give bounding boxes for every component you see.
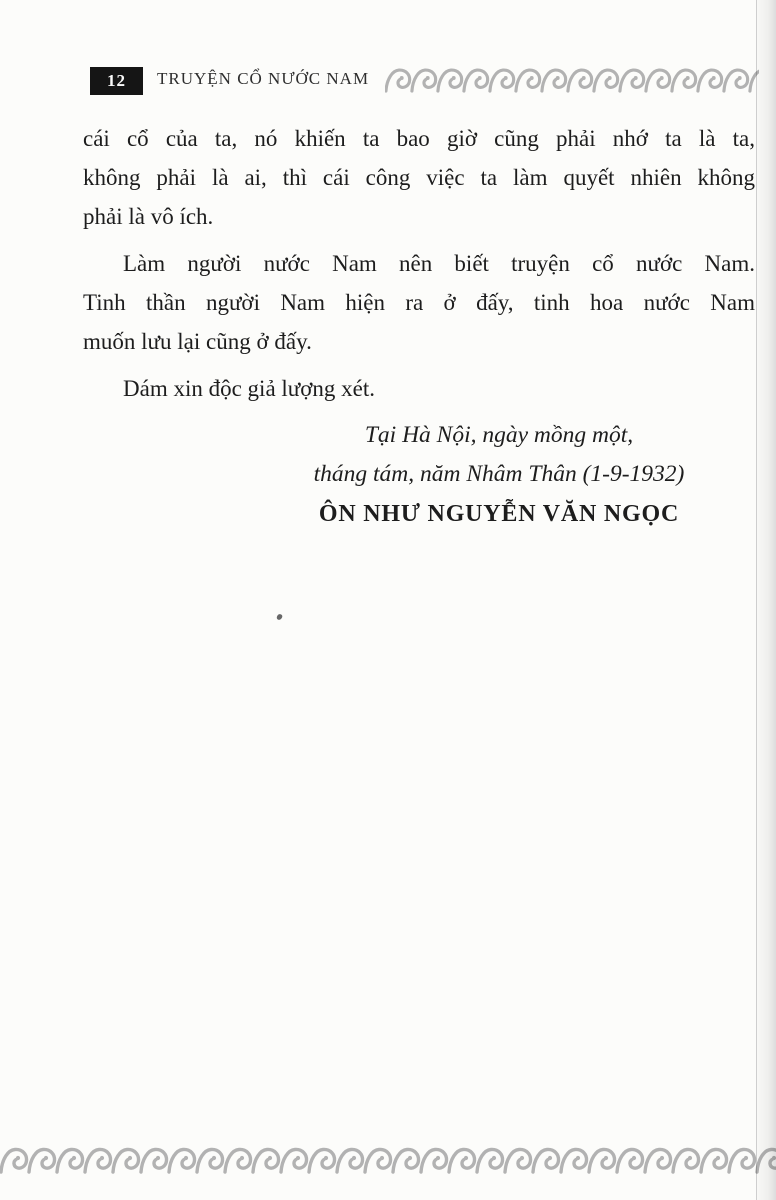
page-header [0,62,776,102]
text-line: Tinh thần người Nam hiện ra ở đấy, tinh hoa nước Nam [83,290,755,315]
paragraph-3 [83,369,755,408]
page-edge-shadow [756,0,776,1200]
page-number-badge [90,67,143,95]
dateline-block [243,416,755,534]
dateline-line-1: Tại Hà Nội, ngày mồng một, [364,422,634,448]
text-line: phải là vô ích. [83,204,214,229]
paragraph-2 [83,244,755,361]
page-content [83,119,755,534]
header-scroll-ornament-icon [385,62,759,100]
text-line: Dám xin độc giả lượng xét. [123,376,376,401]
paragraph-1 [83,119,755,236]
scan-speck [276,613,283,621]
dateline-line-2: tháng tám, năm Nhâm Thân (1-9-1932) [313,461,685,487]
page-number: 12 [107,71,126,90]
text-line: cái cổ của ta, nó khiến ta bao giờ cũng phải nhớ ta là ta, [83,126,755,151]
text-line: Làm người nước Nam nên biết truyện cổ nước Nam. [123,251,755,276]
book-title: TRUYỆN CỔ NƯỚC NAM [157,69,370,88]
footer-scroll-ornament-icon [0,1141,776,1177]
text-line: không phải là ai, thì cái công việc ta làm quyết nhiên không [83,165,755,190]
text-line: muốn lưu lại cũng ở đấy. [83,329,312,354]
author-signature: ÔN NHƯ NGUYỄN VĂN NGỌC [318,501,680,527]
